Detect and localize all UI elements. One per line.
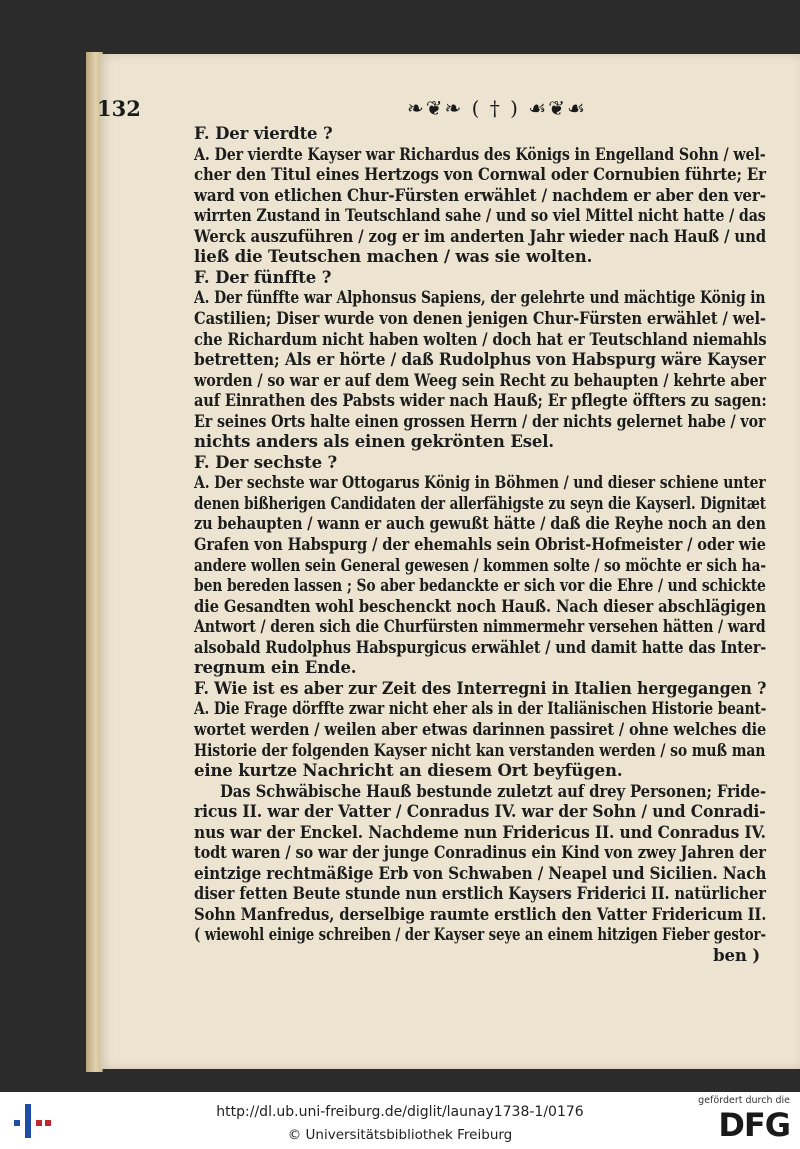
text-line: F. Der vierdte ? bbox=[194, 124, 333, 143]
header-ornament: ❧❦❧ ( † ) ☙❦☙ bbox=[407, 96, 587, 120]
text-line: A. Der sechste war Ottogarus König in Böhmen / und dieser schiene unter bbox=[194, 473, 766, 493]
text-line: die Gesandten wohl beschenckt noch Hauß. Nach dieser abschlägigen bbox=[194, 596, 766, 616]
copyright-notice: © Universitätsbibliothek Freiburg bbox=[287, 1127, 513, 1143]
dfg-logo: DFG bbox=[718, 1106, 790, 1144]
text-line: regnum ein Ende. bbox=[194, 658, 357, 678]
text-line: betretten; Als er hörte / daß Rudolphus von Habspurg wäre Kayser bbox=[194, 350, 766, 370]
text-line: ließ die Teutschen machen / was sie wolten. bbox=[194, 247, 593, 267]
text-line: denen bißherigen Candidaten der allerfähigste zu seyn die Kayserl. Dignitæt bbox=[194, 493, 766, 513]
text-line: alsobald Rudolphus Habspurgicus erwählet / und damit hatte das Inter- bbox=[194, 637, 767, 657]
text-line: ben ) bbox=[713, 946, 760, 965]
text-line: todt waren / so war der junge Conradinus ein Kind von zwey Jahren der bbox=[194, 843, 766, 863]
text-line: A. Die Frage dörffte zwar nicht eher als in der Italiänischen Historie beant- bbox=[194, 699, 767, 719]
text-line: ward von etlichen Chur-Fürsten erwählet / nachdem er aber den ver- bbox=[194, 185, 766, 205]
text-line: che Richardum nicht haben wolten / doch hat er Teutschland niemahls bbox=[194, 329, 767, 349]
text-line: Werck auszuführen / zog er im anderten Jahr wieder nach Hauß / und bbox=[194, 226, 767, 246]
text-line: Er seines Orts halte einen grossen Herrn / der nichts gelernet habe / vor bbox=[194, 411, 766, 431]
text-line: A. Der vierdte Kayser war Richardus des Königs in Engelland Sohn / wel- bbox=[194, 144, 766, 164]
text-line: eine kurtze Nachricht an diesem Ort beyfügen. bbox=[194, 761, 623, 781]
text-line: auf Einrathen des Pabsts wider nach Hauß; Er pflegte öffters zu sagen: bbox=[194, 391, 767, 411]
text-line: F. Der sechste ? bbox=[194, 452, 338, 472]
text-line: Castilien; Diser wurde von denen jenigen Chur-Fürsten erwählet / wel- bbox=[194, 308, 766, 328]
page-number: 132 bbox=[97, 96, 141, 121]
text-line: nus war der Enckel. Nachdeme nun Fridericus II. und Conradus IV. bbox=[194, 822, 766, 842]
text-line: diser fetten Beute stunde nun erstlich Kaysers Friderici II. natürlicher bbox=[194, 884, 766, 904]
page-header bbox=[97, 96, 687, 126]
text-line: cher den Titul eines Hertzogs von Cornwal oder Cornubien führte; Er bbox=[194, 165, 766, 185]
text-line: Antwort / deren sich die Churfürsten nimmermehr versehen hätten / ward bbox=[194, 617, 766, 637]
text-line: andere wollen sein General gewesen / kommen solte / so möchte er sich ha- bbox=[194, 555, 766, 575]
text-line: F. Wie ist es aber zur Zeit des Interregni in Italien hergegangen ? bbox=[194, 678, 767, 698]
text-line: ricus II. war der Vatter / Conradus IV. war der Sohn / und Conradi- bbox=[194, 802, 766, 822]
text-line: Historie der folgenden Kayser nicht kan verstanden werden / so muß man bbox=[194, 740, 766, 760]
text-line: Sohn Manfredus, derselbige raumte erstlich den Vatter Fridericum II. bbox=[194, 904, 767, 924]
text-line: ben bereden lassen ; So aber bedanckte er sich vor die Ehre / und schickte bbox=[194, 576, 766, 596]
text-line: worden / so war er auf dem Weeg sein Recht zu behaupten / kehrte aber bbox=[194, 370, 766, 390]
text-line: nichts anders als einen gekrönten Esel. bbox=[194, 432, 554, 452]
text-line: eintzige rechtmäßige Erb von Schwaben / Neapel und Sicilien. Nach bbox=[194, 863, 767, 883]
text-line: wortet werden / weilen aber etwas darinnen passiret / ohne welches die bbox=[194, 719, 767, 739]
dfg-caption: gefördert durch die bbox=[698, 1095, 790, 1106]
text-line: wirrten Zustand in Teutschland sahe / und so viel Mittel nicht hatte / das bbox=[194, 206, 766, 226]
text-line: ( wiewohl einige schreiben / der Kayser seye an einem hitzigen Fieber gestor- bbox=[194, 925, 766, 945]
document-url[interactable]: http://dl.ub.uni-freiburg.de/diglit/launay1738-1/0176 bbox=[216, 1104, 584, 1120]
text-line: Grafen von Habspurg / der ehemahls sein Obrist-Hofmeister / oder wie bbox=[194, 535, 766, 554]
viewer-footer bbox=[0, 1092, 800, 1149]
text-line: F. Der fünffte ? bbox=[194, 267, 332, 287]
text-line: Das Schwäbische Hauß bestunde zuletzt auf drey Personen; Fride- bbox=[220, 781, 766, 801]
text-line: zu behaupten / wann er auch gewußt hätte / daß die Reyhe noch an den bbox=[194, 514, 766, 534]
text-line: A. Der fünffte war Alphonsus Sapiens, der gelehrte und mächtige König in bbox=[194, 288, 766, 308]
